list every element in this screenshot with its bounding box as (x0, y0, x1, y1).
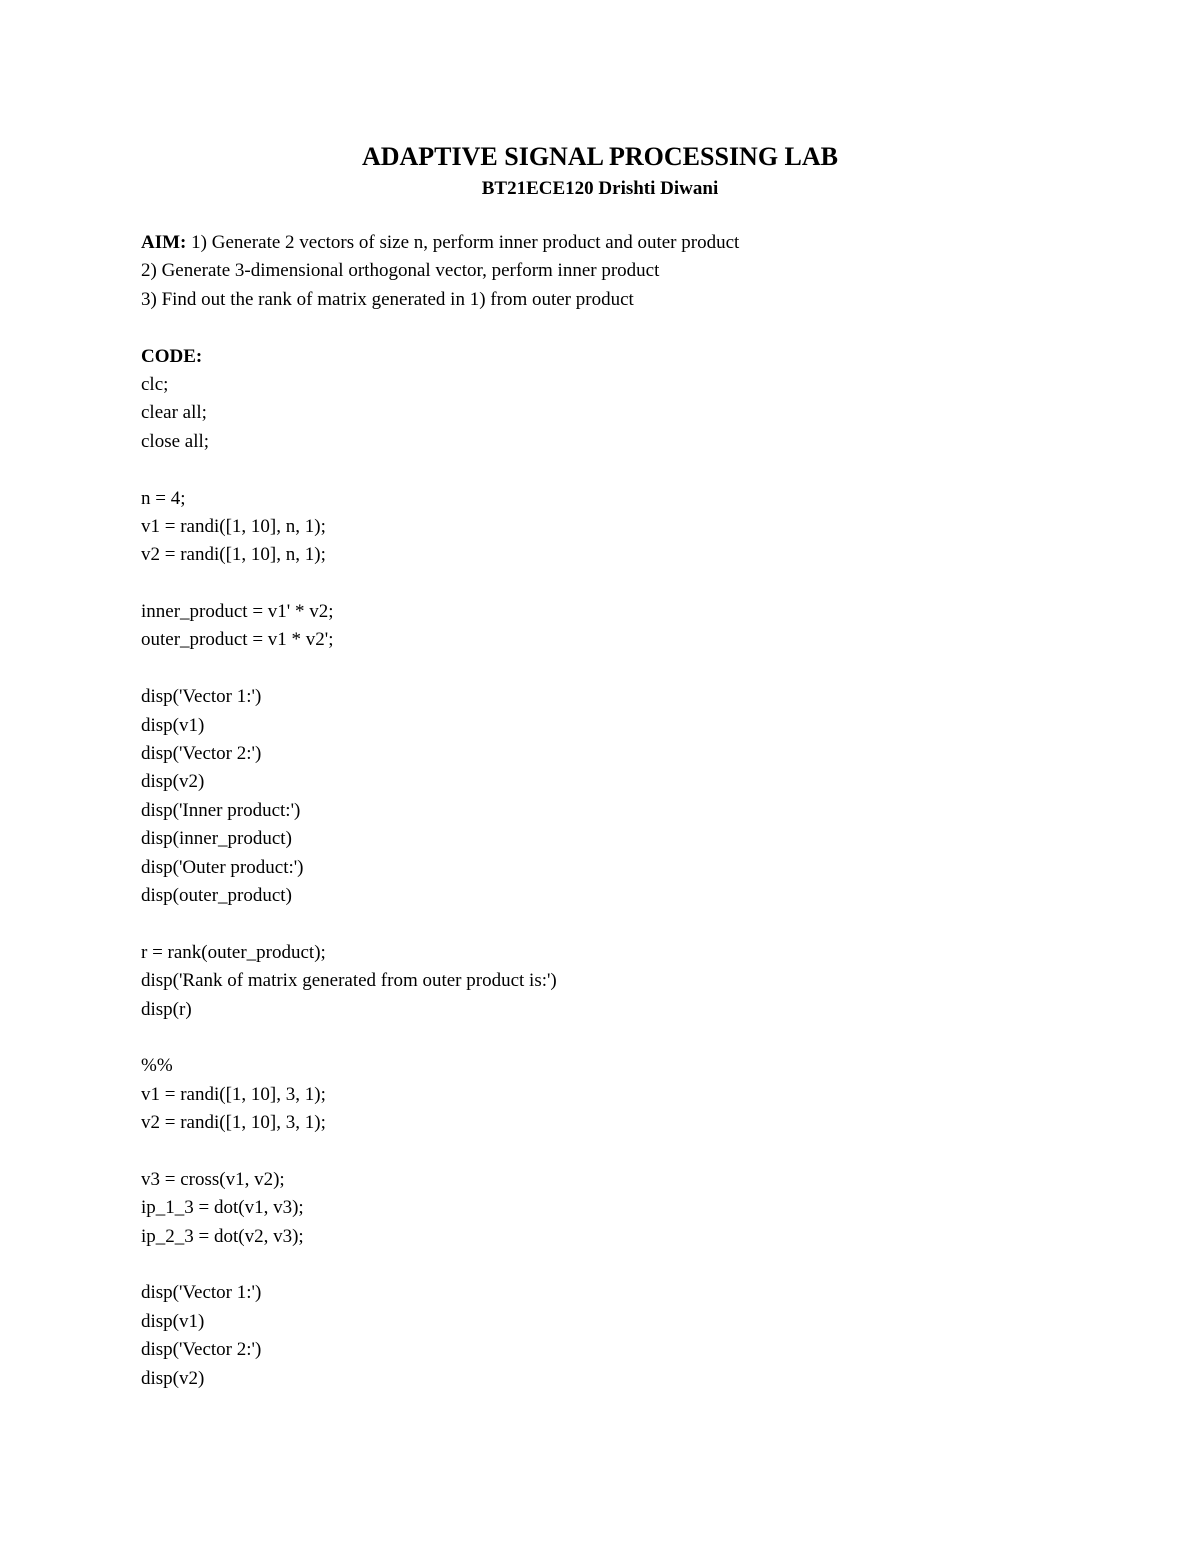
code-line: disp(inner_product) (141, 828, 292, 850)
document-title: ADAPTIVE SIGNAL PROCESSING LAB (361, 142, 839, 171)
code-line: ip_1_3 = dot(v1, v3); (141, 1197, 304, 1219)
code-line: disp(v2) (141, 1367, 205, 1389)
spacer (141, 314, 1141, 342)
code-line: disp('Inner product:') (141, 799, 301, 821)
aim-item-1: 1) Generate 2 vectors of size n, perform inner product and outer product (186, 232, 740, 253)
code-block (141, 371, 1141, 1393)
code-line: inner_product = v1' * v2; (141, 601, 334, 623)
aim-item-2: 2) Generate 3-dimensional orthogonal vector, perform inner product (141, 260, 660, 282)
code-line: disp('Vector 1:') (141, 1282, 262, 1304)
code-line: v2 = randi([1, 10], n, 1); (141, 544, 326, 566)
code-line: n = 4; (141, 487, 186, 509)
document-subtitle: BT21ECE120 Drishti Diwani (481, 178, 719, 199)
code-blank-line (141, 570, 1141, 598)
code-line: disp('Vector 1:') (141, 686, 262, 708)
code-line: clc; (141, 373, 169, 395)
code-line: %% (141, 1055, 173, 1077)
code-label: CODE: (141, 345, 203, 367)
code-line: disp('Rank of matrix generated from outer product is:') (141, 970, 557, 992)
code-line: clear all; (141, 402, 207, 424)
code-line: disp(v2) (141, 771, 205, 793)
code-blank-line (141, 1138, 1141, 1166)
code-line: disp('Outer product:') (141, 856, 304, 878)
aim-item-3: 3) Find out the rank of matrix generated in 1) from outer product (141, 288, 634, 310)
code-line: outer_product = v1 * v2'; (141, 629, 334, 651)
code-line: r = rank(outer_product); (141, 941, 326, 963)
code-blank-line (141, 456, 1141, 484)
code-line: disp('Vector 2:') (141, 1339, 262, 1361)
code-line: disp('Vector 2:') (141, 743, 262, 765)
code-line: close all; (141, 430, 210, 452)
code-line: v1 = randi([1, 10], n, 1); (141, 515, 326, 537)
code-blank-line (141, 1024, 1141, 1052)
code-line: ip_2_3 = dot(v2, v3); (141, 1225, 304, 1247)
aim-line-1 (141, 229, 1141, 257)
aim-label: AIM: (141, 232, 187, 253)
code-blank-line (141, 910, 1141, 938)
code-line: disp(v1) (141, 1310, 205, 1332)
code-line: v1 = randi([1, 10], 3, 1); (141, 1083, 326, 1105)
code-line: disp(r) (141, 998, 192, 1020)
code-blank-line (141, 655, 1141, 683)
code-line: disp(v1) (141, 714, 205, 736)
code-line: disp(outer_product) (141, 884, 292, 906)
code-line: v2 = randi([1, 10], 3, 1); (141, 1112, 326, 1134)
document-body (141, 229, 1141, 1393)
code-blank-line (141, 1251, 1141, 1279)
code-line: v3 = cross(v1, v2); (141, 1168, 285, 1190)
